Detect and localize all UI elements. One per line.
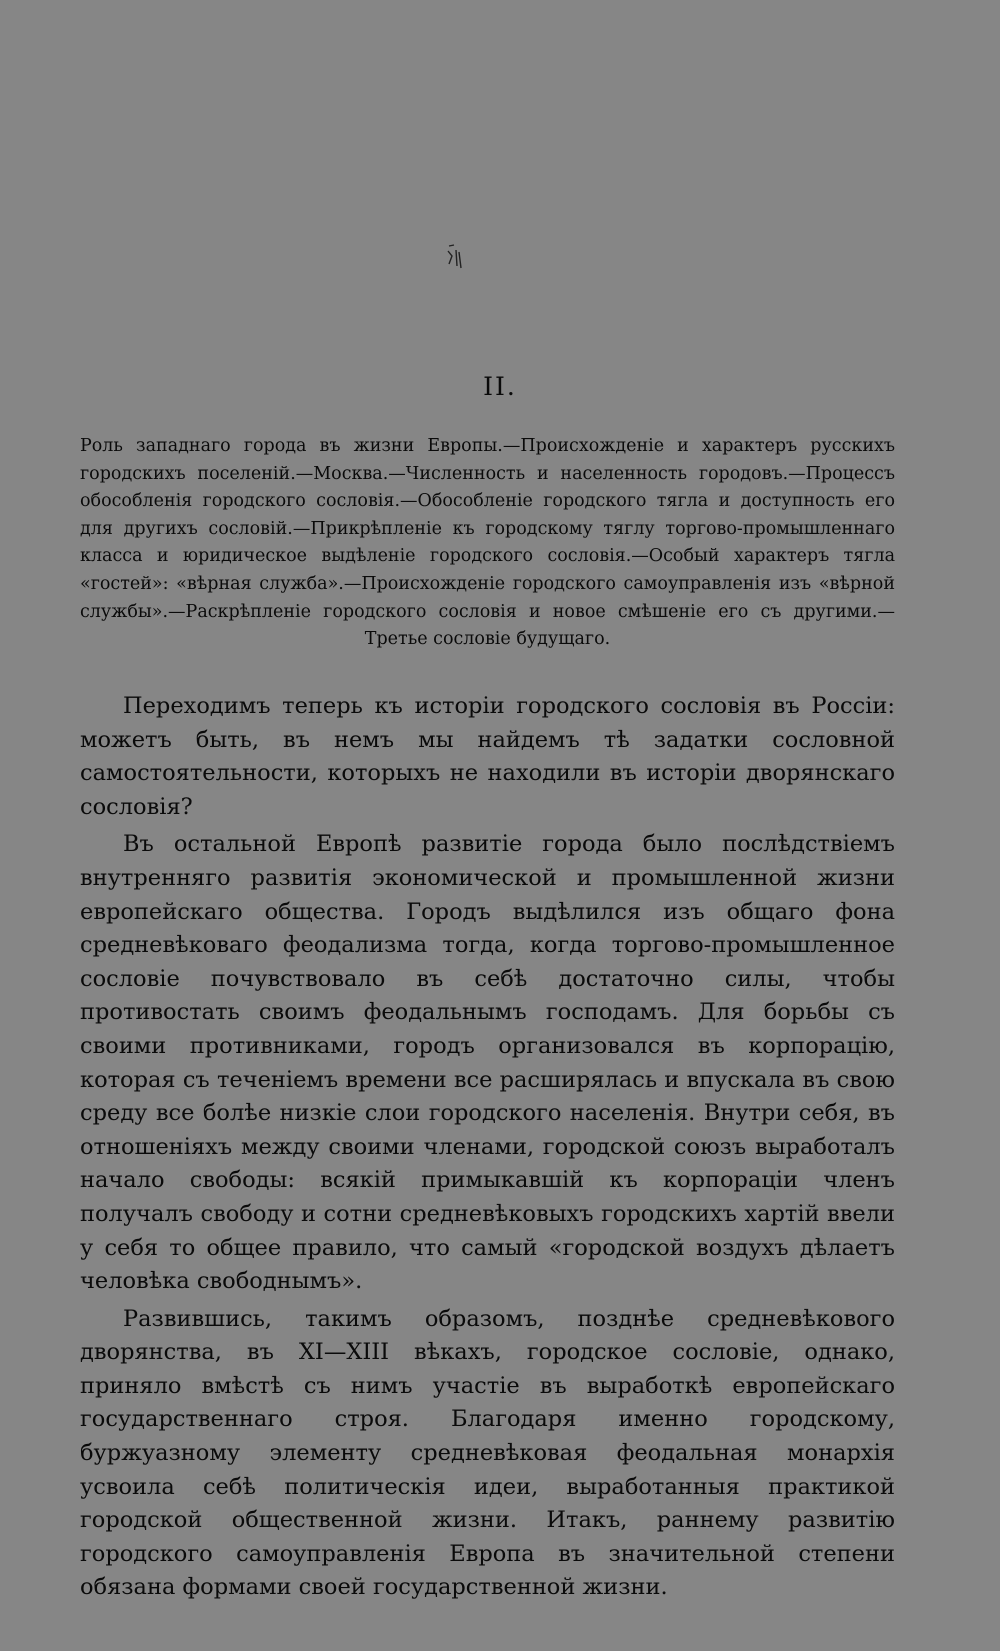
body-text: [80, 690, 895, 1609]
chapter-summary: Роль западнаго города въ жизни Европы.—Происхожденіе и характеръ русскихъ городскихъ поселеній.—Москва.—Численность и населенность городовъ.—Процессъ обособленія городского сословія.—Обособленіе городского тягла и доступность его для другихъ сословій.—Прикрѣпленіе къ городскому тяглу торгово-промышленнаго класса и юридическое выдѣленіе городского сословія.—Особый характеръ тягла «гостей»: «вѣрная служба».—Происхожденіе городского самоуправленія изъ «вѣрной службы».—Раскрѣпленіе городского сословія и новое смѣшеніе его съ другими.—Третье сословіе будущаго.: [80, 436, 895, 650]
paragraph: Въ остальной Европѣ развитіе города было послѣдствіемъ внутренняго развитія экономической и промышленной жизни европейскаго общества. Городъ выдѣлился изъ общаго фона средневѣковаго феодализма тогда, когда торгово-промышленное сословіе почувствовало въ себѣ достаточно силы, чтобы противостать своимъ феодальнымъ господамъ. Для борьбы съ своими противниками, городъ организовался въ корпорацію, которая съ теченіемъ времени все расширялась и впускала въ свою среду все болѣе низкіе слои городского населенія. Внутри себя, въ отношеніяхъ между своими членами, городской союзъ выработалъ начало свободы: всякій примыкавшій къ корпораціи членъ получалъ свободу и сотни средневѣковыхъ городскихъ хартій ввели у себя то общее правило, что самый «городской воздухъ дѣлаетъ человѣка свободнымъ».: [80, 831, 895, 1295]
paragraph: Переходимъ теперь къ исторіи городского сословія въ Россіи: можетъ быть, въ немъ мы найдемъ тѣ задатки сословной самостоятельности, которыхъ не находили въ исторіи дворянскаго сословія?: [80, 693, 895, 820]
ink-mark: [444, 242, 466, 270]
paragraph: Развившись, такимъ образомъ, позднѣе средневѣкового дворянства, въ XI—XIII вѣкахъ, городское сословіе, однако, приняло вмѣстѣ съ нимъ участіе въ выработкѣ европейскаго государственнаго строя. Благодаря именно городскому, буржуазному элементу средневѣковая феодальная монархія усвоила себѣ политическія идеи, выработанныя практикой городской общественной жизни. Итакъ, раннему развитію городского самоуправленія Европа въ значительной степени обязана формами своей государственной жизни.: [80, 1305, 895, 1601]
chapter-number: II.: [483, 372, 517, 401]
